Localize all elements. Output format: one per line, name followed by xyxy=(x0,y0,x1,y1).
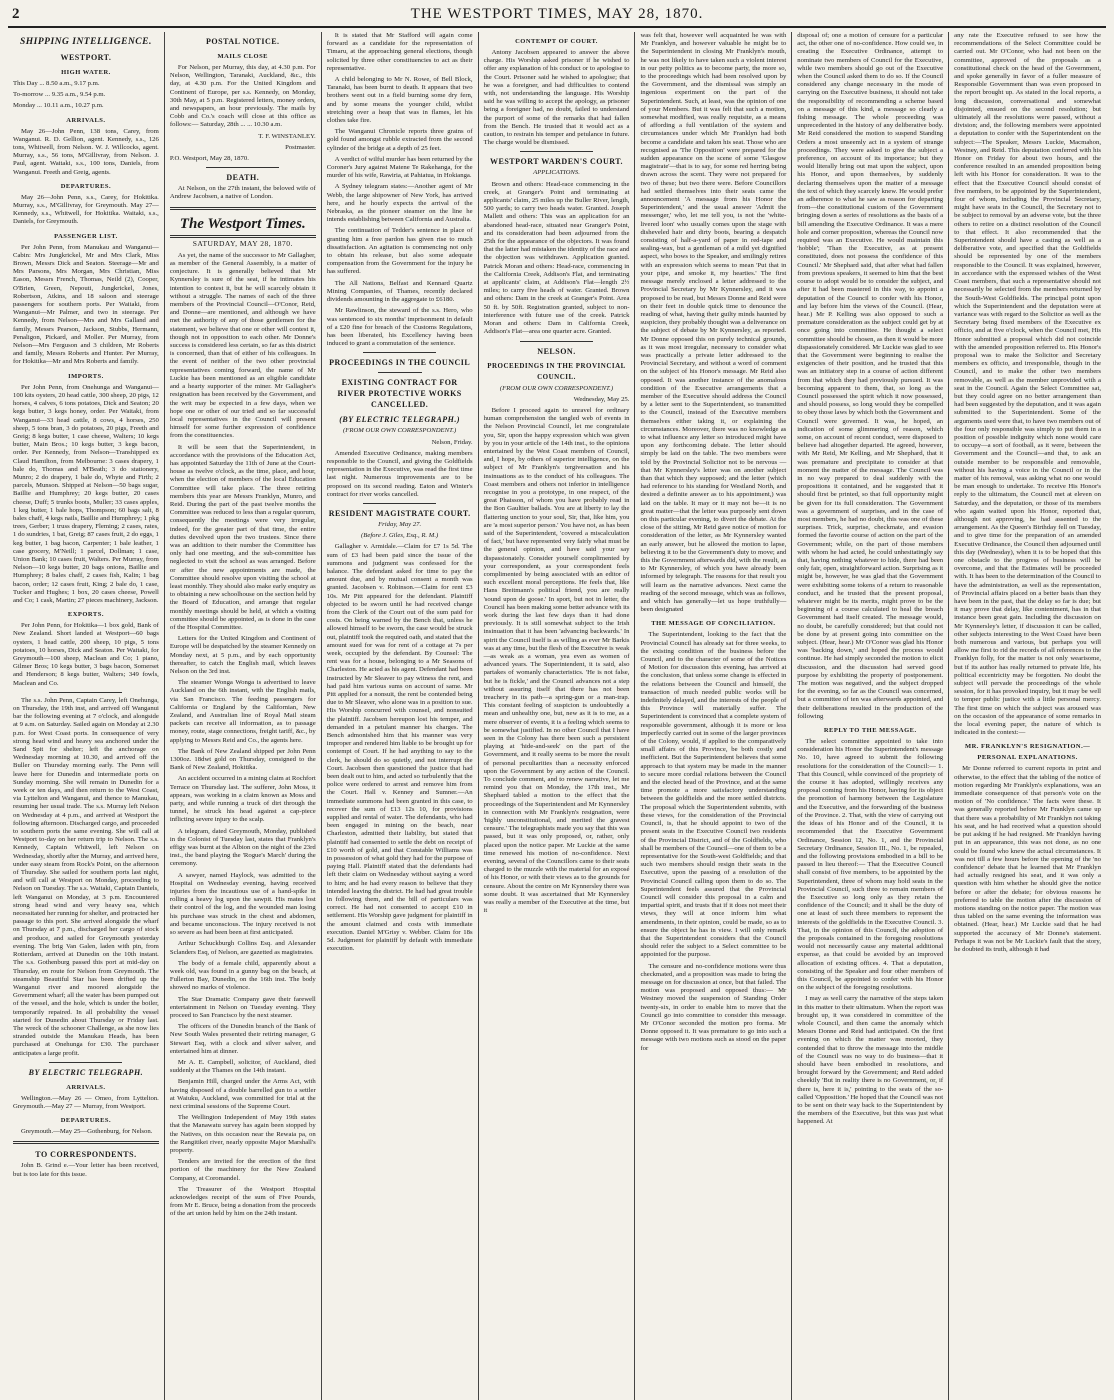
editorial-paragraph: The body of a female child, apparently about a week old, was found in a gunny bag on the beach, at Fullerton Bay, Dunedin, on the 16th inst. The body showed no marks of violence. xyxy=(169,959,316,992)
arrivals-text: May 26—John Penn, 138 tons, Carey, from Wanganui. R. D. Gellion, agent. Kennedy, s.s., 126 tons, Whitwell, from Nelson. W. J. Willcocks, agent. Murray, s.s., 56 tons, M'Gillivray, from Nelson. J. Paul, agent. Waitaki, s.s., 100 tons, Daniels, from Wanganui. Freeth and Greig, agents. xyxy=(13,127,159,176)
tel-departures-heading: DEPARTURES. xyxy=(60,1117,112,1125)
editorial-paragraph: The Bank of New Zealand shipped per John Penn 1300oz. 18dwt gold on Thursday, consigned to the Bank of New Zealand, Hokitika. xyxy=(169,747,316,772)
departures-text: May 26—John Penn, s.s., Carey, for Hokitika. Murray, s.s., M'Gillivray, for Greymouth. May 27—Kennedy, s.s., Whitwell, for Hokitika. Waitaki, s.s., Daniels, for Greymouth. xyxy=(13,193,159,226)
divider xyxy=(49,1062,122,1063)
telegraph-byline: (BY ELECTRIC TELEGRAPH.) xyxy=(339,415,461,425)
editorial-paragraph: The steamer Wonga Wonga is advertised to leave Auckland on the 6th instant, with the English mails, via San Francisco. The feeding passengers for California or England by the Californian, New Zealand, and Australian line of Royal Mail steam packets can receive all information, as to passage money, route, stage connections, freight tariff, &c., by applying to Messrs Reid and Co., the agents here. xyxy=(169,679,316,744)
postmaster-name: T. F. WINSTANLEY. xyxy=(258,132,316,140)
tel-arrivals-text: Wellington.—May 26 — Omeo, from Lyttelton. Greymouth.—May 27 — Murray, from Westport. xyxy=(13,1094,159,1110)
court-heading: RESIDENT MAGISTRATE COURT. xyxy=(328,508,471,518)
paper-title: The Westport Times. xyxy=(179,215,306,232)
nelson-date: Wednesday, May 25. xyxy=(573,395,630,403)
column-5 xyxy=(635,32,792,1400)
divider xyxy=(206,167,279,168)
contempt-heading: CONTEMPT OF COURT. xyxy=(515,38,598,45)
newspaper-title: THE WESTPORT TIMES, MAY 28, 1870. xyxy=(410,6,704,22)
court-date: Friday, May 27. xyxy=(378,520,422,528)
post-office-date: P.O. Westport, May 28, 1870. xyxy=(169,155,249,163)
editorial-paragraph: Tenders are invited for the erection of the first portion of the machinery for the New Zealand Company, at Coromandel. xyxy=(169,1158,316,1182)
article-text: was felt that, however well acquainted he was with Mr Franklyn, and however valuable he might be to the Superintendent in closing Mr Franklyn's mouth, he was not likely to have taken such a violent interest in our petty politics as to become party, the more so, to the proceedings which had been resolved upon by the Government, and the dismissal was simply an ingenious experiment on the part of the Superintendent. Such, at least, was the opinion of one of your Members. But it was felt that such a motion, somewhat modified, was really requisite, as a means of affording a full ventilation of the system and circumstances under which Mr Franklyn had both become a candidate and taken his seat. Those who are recognised as 'The Opposition' were prepared for the sudden appearance on the scene of some 'Glasgow magistrate'—that is to say, for some red herring being drawn across the scent. They were not prepared for two of these; but two there were. Before Councillors had settled themselves into their seats came the announcement 'A message from his Honor the Superintendent,' and the usual answer 'Admit the messenger,' who, let me tell you, is not the 'white-livered loon' who usually comes upon the stage with disheveled hair and dirty boots, bearing a despatch consisting of half-a-yard of paper in red-tape and sealing-wax, but a gentleman of a mild yet dignified aspect, who bows to the Speaker, and smilingly retires with an expression which seems to mean 'Put that in your pipe, and smoke it, my hearties.' The first message merely enclosed a letter addressed to the Provincial Secretary by Mr Kynnersley, and it was proposed to be read, but Messrs Donne and Reid were on their feet in double quick time to denounce the reading of what, having their guilty minds haunted by suspicion, they probably thought was a deliverance on the subject of debate by Mr Kynnersley, as reported. Mr Donne opposed this on purely technical grounds, as it was most irregular, necessary to consider what was practically a private letter addressed to the Provincial Secretary, and without a word of comment on the subject of his Honor's message. Mr Reid also opposed. It was another instance of the anomalous condition of the Executive arrangements that a member of the Executive should address the Council by a letter sent to the Superintendent, so transmitted to the Council, instead of the Executive members themselves either taking it, or explaining the circumstances. Moreover, there was no knowledge as to what influence any letter so introduced might have upon any forthcoming debate. The letter should simply be laid on the table. The two members were told by the Provincial Solicitor not to be nervous —that Mr Kynnersley's letter was on another subject than that which they supposed; and the letter (which had reference to his standing for Westland North, and desired a definite answer as to his appointment,) was laid on the table. It may or it may not be—it is no great matter—that the letter was purposely sent down on this particular evening, to divert the debate. At the close of the sitting, Mr Reid gave notice of motion for consideration of the letter, as Mr Kynnersley wanted an early answer, but he allowed the motion to lapse, believing it to be the Government's duty to move; and this the Government afterwards did, with the result, as to Mr Kynnersley, of which you have already been informed by telegraph. The reasons for that result you will learn as the narrative advances. Next came the reading of the second message, which was as follows, and which has generally—let us hope truthfully—been designated xyxy=(640,32,787,614)
divider xyxy=(170,235,316,238)
editorial-paragraph: Letters for the United Kingdom and Continent of Europe will be despatched by the steamer Kennedy on Monday next, at 5 p.m., and by each opportunity thereafter, to catch the English mail, which leaves Nelson on the 3rd inst. xyxy=(169,635,316,675)
imports-heading: IMPORTS. xyxy=(68,372,104,380)
column-4 xyxy=(479,32,636,1400)
editorial-paragraph: A sawyer, named Haylock, was admitted to the Hospital on Wednesday evening, having received injuries from the incautious use of a hand-spike in rolling a heavy log upon the sawpit. His mates lost their control of the log, and the wounded man losing his purchase was struck in the chest and abdomen, and became unconscious. The injury received is not so severe as had been been at first anticipated. xyxy=(169,871,316,937)
column-3 xyxy=(322,32,479,1400)
divider xyxy=(363,503,436,504)
editorial-paragraph: A child belonging to Mr N. Rowe, of Bell Block, Taranaki, has been burnt to death. It appears that two brothers went out in a field burning some dry fern, and by some means the younger child, whilst stretching over a heap that was in flames, let his clothes take fire. xyxy=(326,76,473,125)
nelson-byline: (FROM OUR OWN CORRESPONDENT.) xyxy=(499,384,614,392)
franklyn-heading: MR. FRANKLYN'S RESIGNATION.—PERSONAL EXPLANATIONS. xyxy=(964,743,1091,762)
divider xyxy=(378,372,422,373)
editorial-paragraph: The Treasurer of the Westport Hospital acknowledges receipt of the sum of Five Pounds, from Mr E. Bruce, being a donation from the proceeds of the art union held by him on the 24th instant. xyxy=(169,1185,316,1218)
article-text: disposal of; one a motion of censure for a particular act, the other one of no-confidence. How could we, in creating the Executive Ordinance, attempt to nominate two members of Council for the Executive, while two members should go out of the Executive when the Council asked them to do so. If the Council considered any change necessary in the mode of carrying on the Executive business, it should not take the responsibility of recommending a scheme based on a message of this kind, a message so clearly a fishing message. The whole proceeding was unprecedented in the history of any deliberative body. Mr Reid considered the motion to suspend Standing Orders a most unseemly act in a system of strange proceedings. They were asked to give the subject a preference, on account of its importance; but they would literally bring out mat upon the subject, upon his Honor, and upon themselves, by suddenly declaring themselves upon the matter of a message the text of which they scarcely knew. He would prefer an adherence to what he saw as reason for departing from—the constitutional custom of the Government bringing down a series of resolutions as the basis of a bill amending the Executive Ordinance. It was a mere hole and corner proposition, whereas the Council now required was an Executive. He would maintain this 'hobble'; 'Than the Executive, as at present constituted, does not possess the confidence of this Council.' Mr Shephard said, that after what had fallen from previous speakers, it seemed to him that the best course to adopt would be to consider the subject, and after it had been mastered in this way, to appoint a deputation of the Council to confer with his Honor, and lay before him the views of the Council. (Hear, hear.) Mr P. Kelling was also opposed to such a premature consideration as the subject could get by at once going into committee. He thought a select committee should be chosen, as then it would be more dispassionately considered. Mr Luckie was glad to see that the Government were beginning to realise the exigencies of their position, and he trusted that this was an initiatory step in a course of action different from that which they had previously pursued. It was becoming apparent to them, that, so long as the Council possessed the spirit which it now possessed, and should possess, so long would they be compelled to obey those laws by which both the Government and Council were governed. It was, he hoped, an indication of some glimmering of reason, which some, on account of recent conduct, were disposed to believe had altogether departed. He agreed, however, with Mr Reid, Mr Kelling, and Mr Shephard, that it was premature and precipitate to consider at that moment the matter of the message. The Council was in no way prepared to deal suddenly with the propositions it contained, and he suggested that it should first be printed, so that full opportunity might be given for its full consideration. The Government was a government of surprises, and in the case of most members, he had no doubt, this was one of these surprises. Trick, surprise, checkmate, and evasion formed the favorite course of action on the part of the Government; while, on the part of those members with whom he had acted, he could unhesitatingly say that, having nothing whatever to hide, there had been only fair, open, straightforward action. Surprising as it might be, however, he was glad that the Government were exhibiting some tokens of a return to reasonable conduct, and he trusted that the present proposal, whatever might be its merits, might prove to be the beginning of a course calculated to heal the breach Government had itself created. The message would, no doubt, be carefully considered; but that could not be done by at present going into committee on the subject. (Hear, hear.) Mr O'Conor was glad his Honor was 'backing down,' and hoped the process would continue. He had simply seconded the motion to elicit discussion, and the discussion had served good purpose by exhibiting the property of postponement. The motion was negatived, and the subject dropped for the evening, so far as the Council was concerned, but a committee of ten was afterwards appointed, and their deliberations resulted in the production of the following xyxy=(797,32,944,720)
editorial-paragraph: An accident occurred in a mining claim at Rochfort Terrace on Thursday last. The sufferer, John Moss, it appears, was working in a claim known as Moss and party, and while running a truck of dirt through the tunnel, he struck his head against a cap-piece inflicting severe injury to the scalp. xyxy=(169,775,316,824)
nelson-heading: NELSON. xyxy=(537,346,576,356)
message-heading: THE MESSAGE OF CONCILIATION. xyxy=(651,620,776,628)
council-title: EXISTING CONTRACT FOR RIVER PROTECTIVE WORKS CANCELLED. xyxy=(337,378,462,410)
court-text: Gallagher v. Armidale.—Claim for £7 1s 5d. The sum of £3 had been paid since the issue of the summons and judgment was confessed for the balance. The defendant asked for time to pay the amount due, and by mutual consent a month was granted. Jacobsen v. Robinson.—Claim for rent £3 10s. Mr Pitt appeared for the defendant. Plaintiff objected to be sworn until he had received change from the Clerk of the Court out of the sum paid for costs. On being warned by the Bench that, unless he allowed himself to be sworn, the case would be struck out, plaintiff took the required oath, and stated that the amount sued for was for rent of a cottage at 7s per week, occupied by the defendant. By Counsel: The rent was for a house, belonging to a Mr Seasons of Charleston. He acted as his agent. Defendant had been instructed by Mr Sleaver to pay witness the rent, and had paid him various sums on account of same. Mr Pitt applied for a nonsuit, the rent be contended being due to Mr Sleaver, who alone was in a position to sue. His Worship concurred with counsel, and nonsuited the plaintiff. Jacobsen hereupon lost his temper, and demanded in a petulant manner his charges. The Bench admonished him that his manner was very improper and rendered him liable to be brought up for contempt of Court. If he had anything to say to the clerk, he should do so quietly, and not interrupt the Court. Jacobsen then questioned the justice that had been dealt out to him, and acted so turbulently that the police were ordered to arrest and remove him from the Court. Hall v. Kenney and Sumner.—An immediate summons had been granted in this case, to recover the sum of £13 12s 10, for provisions supplied and rental of water. The defendants, who had been engaged in mining on the beach, near Charleston, admitted their liability, but stated that plaintiff had consented to settle the debt on receipt of £10 worth of gold, and that Constable Williams was in possession of what gold they had for the purpose of paying Hall. Plaintiff stated that the defendants had left their claim on Wednesday without saying a word to him; and he had every reason to believe that they intended leaving the district. He had had great trouble in following them, and the bill of particulars was correct. He had not consented to accept £10 in settlement. His Worship gave judgment for plaintiff in the amount claimed and costs with immediate execution. Daniel M'Grisy v. Webber. Claim for 18s 5d. Judgment for plaintiff by default with immediate execution. xyxy=(326,543,473,953)
article-text: any rate the Executive refused to see how the recommendations of the Select Committee could be carried out. Mr O'Conor, who had not been on the committee, approved of the proposals as a constitutional check on the head of the Government, and spoke generally in favor of a fuller measure of Responsible Government than was even proposed in the report brought up. As stated in the local reports, a long discussion, conversational and somewhat disjointed, ensued on the second resolution; but ultimately all the resolutions were passed, without a division; and, the following members were appointed a deputation to confer with the Superintendent on the subject:—The Speaker, Messrs Luckie, Macmahon, Westney, and Reid. This deputation conferred with his Honor on Friday for about two hours, and the conference resulted in an amended proposition being left with his Honor for consideration. It was to the effect that the Executive Council should consist of five members, to be appointed by the Superintendent, four of whom, including the Provincial Secretary, might have seats in the Council, the Secretary not to be subject to removal by an adverse vote, but the three others to retire on a distinct resolution of the Council to that effect. It also recommended that the Superintendent should have a casting as well as a deliberative vote, and specified that the Goldfields should be represented by one of the members responsible to the Council. It was explained, however, in accordance with the expressed wishes of the West Coast members, that such a representative should not necessarily be selected from the members returned by the South-West Goldfields. The principal point upon which the Superintendent and the deputation were at variance was with regard to the Solicitor as well as the Secretary being fixed members of the Executive ex officio, and at five o'clock, when the Council met, His Honor submitted a proposal which did not coincide with the amended proposition referred to. His Honor's proposal was to make the Solicitor and Secretary members ex officio, and irresponsible, though in the Council, and to make the other two members removable, as well as the member unprovided with a seat in the Council. Again the Select Committee sat, but they could agree on no better arrangement than had been suggested by the deputation, and it was again submitted to the Superintendent. Some of the arguments used were that, to have two members out of the four only responsible was simply to put them in a position of possible indignity which none would care to occupy—a sort of football, as it were, between the Government and the Council—and that, to ask an outside member to be responsible and removable, without his having a voice in the Council or in the matter of his removal, was asking what no one would be man enough to undertake. To receive His Honor's reply to the ultimatum, the Council met at eleven on Saturday, and the deputation, or those of its members who again waited upon his Honor, reported that, although not approving, he had assented to the arrangement. As the Queen's Birthday fell on Tuesday, and to give time for the preparation of an amended Executive Ordinance, the Council then adjourned until this day (Wednesday), when it is to be hoped that this one obstacle to the progress of business will be overcome, and that the Estimates will be proceeded with. It has been to the determination of the Council to have the administration, as well as the representation, of Provincial affairs placed on a better basis than they have been in the past, that the delay so far is due; but it may prove that delay, like contentment, has in that instance been great gain. Including the discussion on Mr Kynnersley's letter, if discussion it can be called, other subjects interesting to the West Coast have been both numerous and various, but perhaps you will allow me first to rid the records of all references to the Franklyn folly, for the matter is not only wearisome, but if its author has really returned to private life, his political eccentricity may be forgotten. No doubt the subject will pervade the proceedings of the whole session, for it has provoked inquiry, but it may be well to temper public justice with a little personal mercy. The first time on which the subject was aroused was on the occasion of the appearance of some remarks in the local evening paper, the nature of which is indicated in the context:— xyxy=(954,32,1101,737)
divider xyxy=(170,207,316,210)
correspondent-line: (FROM OUR OWN CORRESPONDENT.) xyxy=(343,427,457,435)
tel-arrivals-heading: ARRIVALS. xyxy=(66,1083,106,1091)
column-2 xyxy=(165,32,322,1400)
passengers-text: Per John Penn, from Manukau and Wanganui—Cabin: Mrs Jungkrickel, Mr and Mrs Clark, Miss Brown, Messrs Dick and Seaton. Steerage—Mr and Mrs Parsons, Mrs Morgan, Mrs Christian, Miss Eason, Messrs French, Thomas, Neild (2), Cooper, O'Brien, Green, Nepouti, Jungkrickel, Jones, Robertson, Atkins, and 18 saloon and steerage passengers for southern ports. Per Waitaki, from Wanganui—Mr Palmer, and two in steerage. Per Kennedy, from Nelson—Mrs and Mrs Galland and family, Messrs Pearson, Jackson, Stubbs, Hermann, Penaligon, Pickard, and Moller. Per Murray, from Nelson—Mrs Ferguson and 3 children, Mr Roberts and family, Messrs Roberts and Hunter. Per Murray, for Hokitika—Mr and Mrs Roberts and family. xyxy=(13,243,159,366)
postmaster-title: Postmaster. xyxy=(285,143,316,151)
editorial-paragraph: Mr Rawlinson, the steward of the s.s. Hero, who was sentenced to six months' imprisonment in default of a £20 fine for breach of the Customs Regulations, has been liberated, his Excellency having been induced to grant a commutation of the sentence. xyxy=(326,307,473,348)
exports-text: Per John Penn, for Hokitika—1 box gold, Bank of New Zealand. Short landed at Westport—60 bags oysters, 1 head cattle, 200 sheep, 10 pigs, 5 tons potatoes, 10 horses, Dick and Seaton. Per Waitaki, for Greymouth—100 sheep, Maclean and Co; 1 piano, Gilmer Bros; 10 kegs butter, 3 bags bacon, Somerset and Henderson; 8 kegs butter, Walters; 349 fowls, Maclean and Co. xyxy=(13,622,159,687)
franklyn-text: Mr Donne referred to current reports in print and otherwise, to the effect that the tabling of the notice of motion regarding Mr Franklyn's explanations, was an immediate consequence of that person's vote on the motion of 'No confidence.' The facts were these. It was generally reported before Mr Franklyn came up that there was a probability of Mr Franklyn not taking his seat, and he had received what a question should be put asking if he had resigned. Mr Franklyn having put in an appearance, this was not done, as no one could be found who knew the actual circumstances. It was not till a few hours before the opening of the 'no confidence' debate that he learned that Mr Franklyn had actually resigned his seat, and it was only a question with him whether he should give the notice before or after the debate; for obvious reasons he preferred to table the motion after the discussion of motions standing on the notice paper. The motion was thus tabled on the same evening the information was obtained. (Hear, hear.) Mr Luckie said that he had supported the accuracy of Mr Donne's statement. Perhaps it was not be Mr Luckie's fault that the story, he doubted its truth, although it had xyxy=(954,765,1101,953)
paper-date: SATURDAY, MAY 28, 1870. xyxy=(192,238,293,248)
shipping-news: The s.s. John Penn, Captain Carey, left Onehunga, on Thursday, the 19th inst, and arrived off Wanganui bar the following evening at 7 o'clock, and alongside at 9 a.m. on Saturday. Sailed again on Monday at 2.30 p.m. for West Coast ports. In consequence of very strong head wind and heavy sea anchored under the Sand Spit for shelter; left the anchorage on Wednesday morning at 10.30, and arrived off the Buller on Thursday morning early. The Penn will leave here for Dunedin and intermediate ports on Sunday morning. She will remain in Dunedin for a week or ten days, and then return to the West Coast, via Lyttelton and Wanganui, and thence to Manukau, resuming her usual trade. The s.s. Murray left Nelson on Wednesday at 4 p.m., and arrived at Westport the following afternoon. Discharged cargo, and proceeded to southern ports the same evening. She will call at Westport to-day on her return trip to Nelson. The s.s. Kennedy, Captain Whitwell, left Nelson on Wednesday, shortly after the Murray, and arrived here, under easy steam from Rock's Point, on the afternoon of Thursday. She sailed for southern ports last night, and will call at Westport on Monday, proceeding to Nelson on Tuesday. The s.s. Waitaki, Captain Daniels, left Wanganui on Monday, at 3 p.m. Encountered strong head wind and very heavy sea, which necessitated her running for shelter, and protracted her passage to this port. She arrived alongside the wharf on Thursday at 7 p.m., discharged her cargo of stock and produce, and sailed for Greymouth yesterday evening. The brig Van Galen, laden with pin, from Rotterdam, arrived at Dunedin on the 10th instant. The s.s. Gothenburg passed this port at mid-day on Thursday, en route for Nelson from Greymouth. The steamship Beautiful Star has been drifted up the Wanganui river and moored alongside the Government wharf; all the water has been pumped out of the vessel, and the hole, which is under the boiler, temporarily repaired. In all probability the vessel started for Dunedin about Thursday or Friday last. The wreck of the schooner Challenge, as she now lies stranded outside the Manukau Heads, has been purchased at Onehunga for £30. The purchaser anticipates a large profit. xyxy=(13,696,159,1057)
editorial-paragraph: A verdict of wilful murder has been returned by the Coroner's Jury against Matene Te Rakehanga, for the murder of his wife, Rawiria, at Pahiatua, in Hokianga. xyxy=(326,155,473,180)
article-text: The censure and no-confidence motions were thus checkmated, and a proposition was made to bring the message on for discussion at once, but that failed. The motion was proposed and opposed thus:— Mr Westney moved the suspension of Standing Order twenty-six, in order to enable him to move that the Council go into committee to consider this message. Mr O'Conor seconded the motion pro forma. Mr Donne opposed it. It was premature to go into such a message with two motions such as stood on the paper for xyxy=(640,962,787,1052)
council-text: Amended Executive Ordinance, making members responsible to the Council, and giving the Goldfields representation in the Executive, was read the first time last night. Numerous improvements are to be proposed on its second reading. Eaton and Winter's contract for river works cancelled. xyxy=(326,449,473,498)
divider xyxy=(13,1141,159,1144)
editorial-paragraph: The All Nations, Belfast and Kennard Quartz Mining Companies, of Thames, recently declared dividends amounting in the aggregate to £6180. xyxy=(326,279,473,304)
column-7 xyxy=(949,32,1106,1400)
article-text: I may as well carry the narrative of the steps taken in this matter to their ultimatum. When the report was brought up, it was considered in committee of the whole Council, and then came the anomaly which Messrs Donne and Reid had anticipated. On the first evening on which the matter was mooted, they contended that to throw the message into the middle of the Council was no way to do business—that it should have been embodied in resolutions, and brought forward by the Government; and Reid added cheekily 'But in reality there is no Government, or, if there is, here it is,' pointing to the seats of the so-called 'Opposition.' He hoped that the Council was not to be sent on their way back to the Superintendent by the members of the Executive, but this was just what happened. At xyxy=(797,995,944,1126)
departures-heading: DEPARTURES. xyxy=(60,182,112,190)
correspondents-text: John B. Grind e.—Your letter has been received, but is too late for this issue. xyxy=(13,1162,159,1178)
page-number: 2 xyxy=(12,6,21,22)
postal-heading: POSTAL NOTICE. xyxy=(206,37,280,46)
nelson-text: Before I proceed again to unravel for ordinary human comprehension the tangled web of events in the Nelson Provincial Council, let me congratulate you, Sir, upon the happy expression which was given by you in your article of the 14th inst., to the opinions entertained by the West Coast members of Council, and, I hope, by others of superior intelligence, on the subject of Mr Franklyn's tergiversation and his insinuations as to the conduct of his colleagues. The Coast members and others not inferior in intelligence recognise in you a prototype, in one respect, of the great Phaisson, of whom you have probably read in the Bon Gaultier ballads. You are at liberty to lay the flattering unction to your soul, Sir, that, like him, you are 'a most superior person.' You have not, as has been said of the Superintendent, 'covered a miscalculation of fact,' but have represented very fairly what must be the general opinion, and have said your say dispassionately. Consider yourself complimented by your correspondent, as your correspondent feels complimented by being associated with an editor of such excellent moral perceptions. He feels that, like Hans Breitmann's political friend, you are really 'sound upon de goose.' In sport, but not in letter, the Council has been making some better advance with its work during the last few days than it had done previously. It is still somewhat subject to the Irish insinuation that it has been 'advancing backwards.' In spirit the Council itself is as willing as ever Mr Barkis was at any time, but the flesh of the Executive is weak—as weak as a woman, yea even as women of advanced years. The Superintendent, it is said, also partakes of womanly characteristics. 'He is not false, but he is fickle,' and the Council advances not a step without assuring itself that there has not been treachery in its path—a spring-gun or a man-trap. This constant feeling of suspicion is undoubtedly a mean and unhealthy one, but, new as it is to me, as a mere observer of events, it is a feeling which seems to be somewhat justified. In no other Council that I have seen in the Colony has there been such a persistent playing at 'hide-and-seek' on the part of the Government, and it really seems to be more the result of personal peculiarities than a necessity enforced upon the Government by any action of the Council. To conclude comment, and to renew narrative, let me remind you that on Monday, the 17th inst., Mr Shephard tabled a motion to the effect that the proceedings of the Superintendent and Mr Kynnersley in connection with Mr Franklyn's resignation, were 'highly unconstitutional, and merited the gravest censure.' The telegraphists made you say that this was passed, but it was only proposed, or, rather, only placed upon the notice paper. Mr Luckie at the same time renewed his motion of no-confidence. Next evening, several of the Councillors came to their seats charged to the muzzle with the material for an exposé of his Honor, or with their views as to the grounds for censure. About the centre on Mr Kynnersley there was some doubt. It was ascertained that Mr Kynnersley was really a member of the Executive at the time, but it xyxy=(483,406,630,915)
telegraph-heading: BY ELECTRIC TELEGRAPH. xyxy=(28,1067,144,1077)
editorial-paragraph: The Star Dramatic Company gave their farewell entertainment in Nelson on Tuesday evening. They proceed to San Francisco by the next steamer. xyxy=(169,995,316,1019)
imports-text: Per John Penn, from Onehunga and Wanganui—100 kits oysters, 20 head cattle, 300 sheep, 20 pigs, 12 horses, 4 calves, 6 tons potatoes, Dick and Seaton; 20 kegs butter, 3 kegs honey, order. Per Waitaki, from Wanganui—33 head cattle, 8 cows, 4 horses, 250 sheep, 5 tons bran, 3 do potatoes, 20 pigs, Freeth and Greig; 8 kegs butter, 1 case cheese, Walters; 10 kegs butter, Main Bros.; 10 kegs butter, 3 kegs bacon, order. Per Kennedy, from Nelson—Transhipped ex Claud Hamilton, from Melbourne: 3 cases drapery, 1 bale do, Thomas and M'Beath; 3 do stationery, Munro; 2 do drapery, 1 bale do, Whyte and Firth; 2 parcels, Munson. Shipped at Nelson—50 bags sugar, Baillie and Humphrey; 20 kegs butter, 20 cases cheese, Duff; 5 trunks boots, Muller; 33 cases apples, 1 keg butter, 1 bale hops, Thompson; 60 bags salt, 8 bales chaff, 4 kegs nails, Baillie and Humphrey; 1 pkg trees, Gerber; 1 truss drapery, Fleming; 2 cases, rates, 1 do sundries, 1 bat, Greig; 87 cases fruit, 2 do eggs, 1 keg butter, 1 bag bacon, Carpenter; 1 bale leather, 1 case grocery, M'Neill; 1 parcel, Dollman; 1 case, Union Bank; 10 cases fruit, Walters. Per Murray, from Nelson—10 kegs butter, 20 bags onions, Baillie and Humphrey; 8 bales chaff, 2 cases fish, Kalin; 1 bag bacon, order; 12 cases fruit, King; 2 bale do, 1 case, Tucker and Hughes; 1 box, 20 cases cheese, Powell and Co; 1 cask, Martin; 27 pieces machinery, Jackson. xyxy=(13,383,159,604)
contempt-text: Antony Jacobsen appeared to answer the above charge. His Worship asked prisoner if he wished to offer any explanation of his conduct or to apologise to the Court. Prisoner said he wished to apologise; that he was a foreigner, and had difficulties to contend with, not understanding the language. His Worship said he was willing to accept the apology, as prisoner being a foreigner had, no doubt, failed to understand the purport of some of the remarks that had fallen from the Bench. He trusted that it would act as a caution, to restrain his temper and petulance in future. The charge would be dismissed. xyxy=(483,49,630,147)
death-heading: DEATH. xyxy=(226,173,260,183)
warden-sub: APPLICATIONS. xyxy=(533,169,580,177)
editorial-paragraph: Benjamin Hill, charged under the Arms Act, with having disposed of a double barrelled gun to a settler at Waiuku, Auckland, was committed for trial at the next criminal sessions of the Supreme Court. xyxy=(169,1078,316,1110)
shipping-heading: SHIPPING INTELLIGENCE. xyxy=(19,37,152,47)
masthead xyxy=(8,6,1106,28)
correspondents-heading: TO CORRESPONDENTS. xyxy=(35,1150,137,1160)
warden-heading: WESTPORT WARDEN'S COURT. xyxy=(489,157,624,167)
exports-heading: EXPORTS. xyxy=(67,611,104,619)
divider xyxy=(49,692,122,693)
editorial-paragraph: A telegram, dated Greymouth, Monday, published in the Colonist of Tuesday last, states that Franklyn's effigy was burnt at the Albion on the night of the 23rd inst., the band playing the 'Rogue's March' during the ceremony. xyxy=(169,827,316,868)
tide-line: This Day ... 8.50 a.m., 9.17 p.m. xyxy=(13,80,100,87)
column-6 xyxy=(792,32,949,1400)
port-heading: WESTPORT. xyxy=(60,53,112,62)
editorial-paragraph: The officers of the Dunedin branch of the Bank of New South Wales presented their retiring manager, G Stewart Esq, with a clock and silver salver, and entertained him at dinner. xyxy=(169,1023,316,1055)
divider xyxy=(520,341,593,342)
message-text: The Superintendent, looking to the fact that the Provincial Council has already sat for three weeks, to the existing condition of the business before the Council, and to the character of some of the Notices of Motion for discussion this evening, has arrived at the conclusion, that unless some change is effected in the relations between the Council and himself, the transaction of much needed public works will be indefinitely delayed, and the interests of the people of this Province will materially suffer. The Superintendent is convinced that a complete system of responsible government, although it is more or less imperfectly carried out in some of the larger provinces of the Colony, would, if applied to the comparatively small affairs of this Province, be both costly and inefficient. But the Superintendent believes that some approach to that system may be made in the manner to secure more cordial relations between the Council and the elected head of the Province, and at the same time promote a more satisfactory understanding between the goldfields and the more settled districts. The proposal which the Superintendent submits, with these views, for the consideration of the Provincial Council, is, that he should appoint to two of the present seats in the Executive Council two residents of the Provincial District, and of the Goldfields, who shall be members of the Council—one of them to be a representative for the South-west Goldfields; and that such two members should resign their seats in the Executive, upon the passing of a resolution of the Provincial Council calling upon them to do so. The Superintendent feels assured that the Provincial Council will consider this proposal in a calm and impartial spirit, and trusts that if it does not meet their views, they will at once inform him what amendments, in their opinion, could be made, so as to ensure the object he has in view. I will only remark that the Superintendent considers that the Council should refer the subject to a Select committee to be appointed for the purpose. xyxy=(640,631,787,959)
court-judge: (Before J. Giles, Esq., R. M.) xyxy=(361,532,439,540)
passengers-heading: PASSENGER LIST. xyxy=(54,232,118,240)
council-heading: PROCEEDINGS IN THE COUNCIL xyxy=(329,358,471,368)
editorial-paragraph: A Sydney telegram states:—Another agent of Mr Webb, the large shipowner of New York, has arrived here, and he hourly expects the arrival of the Nebraska, as the pioneer steamer on the line he intends establishing between California and Australia. xyxy=(326,183,473,224)
mails-heading: MAILS CLOSE xyxy=(217,53,269,60)
column-1 xyxy=(8,32,165,1400)
reply-text: The select committee appointed to take into consideration his Honor the Superintendent's message No. 10, have agreed to submit the following resolutions for the consideration of the Council:— 1. That this Council, while convinced of the propriety of the course it has adopted, willingly receives any proposal coming from his Honor, having for its object the promotion of harmony between the Legislature and the Executive, and the forwarding of the business of the Province. 2. That, with the view of carrying out the ideas of his Honor and of the Council, it is recommended that the Executive Government Ordinance, Session 12, No. 1, and the Provincial Secretary Ordinance, Session III., No. 1, be repealed, and the following provisions embodied in a bill to be passed in lieu thereof:— That the Executive Council shall consist of five members, to be appointed by the Superintendent, three of whom may hold seats in the Provincial Council, such three to remain members of the Executive so long only as they retain the confidence of the Council; and it shall be the duty of one at least of such three members to represent the interests of the goldfields in the Executive Council. 3. That, in the opinion of this Council, the adoption of the proposals contained in the foregoing resolutions would not necessarily cause any material additional expense, as that could be avoided by an improved allocation of existing offices. 4. That a deputation, consisting of the Speaker and four other members of this Council, be appointed to confer with his Honor on the subject of the foregoing resolutions. xyxy=(797,738,944,992)
editorial-paragraph: As yet, the name of the successor to Mr Gallagher, as member of the General Assembly, is a matter of conjecture. It is generally believed that Mr Kynnersley is sure of the seat, if he intimates his intention to contest it, but he will scarcely obtain it without a struggle. The names of each of the three members of the Provincial Council—O'Conor, Reid, and Donne—are mentioned, and although we have met the authority of any of those gentlemen for the statement, we believe that one or other will contest it, though not in opposition to each other. Mr Donne's success is considered less certain, so far as this district is concerned, than that of either of his colleagues. In the event of neither of the two other provincial representatives coming forward, the name of Mr Luckie has been mentioned as an eligible candidate and a hearty supporter of the miner. Mr Gallagher's resignation has been received by the Government, and the writ may be expected in a few days, when we hope one or other of our tried and so far successful local representatives in the Council will present himself for some further expression of confidence from the constituencies. xyxy=(169,251,316,440)
editorial-paragraph: The Wanganui Chronicle reports three grains of gold found amongst rubble extracted from the second cylinder of the bridge at a depth of 25 feet. xyxy=(326,128,473,152)
warden-text: Brown and others: Head-race commencing in the creek, at Granger's Point and terminating at applicants' claim, 25 miles up the Buller River, length, 500 yards; to carry two heads water. Granted. Joseph Mallett and others: This was an application for an abandoned head-race, situated near Granger's Point, and its consideration had been adjourned from the 25th for the appearance of the objectors. It was found that the latter had mistaken the identity of the race and the objection was withdrawn. Application granted. Patrick Moran and others: Head-race, commencing in the California Creek, Addison's Flat, and terminating at applicants' claim, at Addison's Flat—length 2½ miles; to carry five heads of water. Granted. Brown and others: Dam in the creek at Granger's Point. Area 50 ft. by 50ft. Registration granted, subject to non-interference with future use of the creek. Patrick Moran and others: Dam in California Creek, Addison's Flat—area one quarter acre. Granted. xyxy=(483,180,630,336)
editorial-paragraph: Mr A. E. Campbell, solicitor, of Auckland, died suddenly at the Thames on the 14th instant. xyxy=(169,1058,316,1075)
reply-heading: REPLY TO THE MESSAGE. xyxy=(823,727,917,735)
mails-text: For Nelson, per Murray, this day, at 4.30 p.m. For Nelson, Wellington, Taranaki, Auckland, &c., this day, at 4.30 p.m. For the United Kingdom and Continent of Europe, per s.s. Kennedy, on Monday, 30th May, at 5 p.m. Registered letters, money orders, and newspapers, an hour previously. The mails by Cobb and Co.'s coach will close at this office as follows:— Saturday, 28th ... ... 10.30 a.m. xyxy=(169,64,316,129)
tel-departures-text: Greymouth.—May 25—Gothenburg, for Nelson. xyxy=(21,1128,153,1136)
editorial-paragraph: The continuation of Tedder's sentence in place of granting him a free pardon has given rise to much dissatisfaction. An agitation is commencing not only to obtain his release, but also some adequate compensation from the Government for the injury he has suffered. xyxy=(326,227,473,276)
tide-line: To-morrow ... 9.35 a.m., 9.54 p.m. xyxy=(13,91,106,99)
divider xyxy=(363,352,436,353)
council-place: Nelson, Friday. xyxy=(431,438,473,446)
editorial-paragraph: Arthur Schuckburgh Collins Esq. and Alexander Sclanders Esq, of Nelson, are gazetted as magistrates. xyxy=(169,940,316,956)
death-text: At Nelson, on the 27th instant, the beloved wife of Andrew Jacobsen, a native of London. xyxy=(169,185,316,201)
editorial-paragraph: The Wellington Independent of May 19th states that the Manawatu survey has again been stopped by the Natives, on this occasion near the Rewaia pa, on the Rangitikei river, nearly opposite Major Marshall's property. xyxy=(169,1114,316,1154)
arrivals-heading: ARRIVALS. xyxy=(66,116,106,124)
tide-line: Monday ... 10.11 a.m., 10.27 p.m. xyxy=(13,102,104,110)
high-water-heading: HIGH WATER. xyxy=(61,69,111,76)
editorial-paragraph: It will be seen that the Superintendent, in accordance with the provisions of the Education Act, has appointed Saturday the 11th of June at the Court-house as twelve o'clock, as the time, place, and hour, when the election of members of the local Education Committee will take place. The three retiring members this year are Messrs Franklyn, Munro, and Reid. During the part of the past twelve months the Committee was reduced to less than a regular quorum, consequently the meetings were very irregular, indeed, for the greater part of that time, the entire duties devolved upon the two trustees. Since there was an addition to their number the Committee has only had one meeting, and the sub-committee has neglected to visit the school as was arranged. Before or after the new appointments are made, the Committee should resolve upon visiting the school at least monthly. They should also make early enquiry as to obtaining a new schoolhouse on the section held by the Board of Education, and arrange that regular monthly meetings should be held, at which a visiting committee should be appointed, as is done in the case of the Hospital Committee. xyxy=(169,443,316,631)
nelson-sub: PROCEEDINGS IN THE PROVINCIAL COUNCIL. xyxy=(487,361,626,381)
divider xyxy=(520,151,593,152)
editorial-paragraph: It is stated that Mr Stafford will again come forward as a candidate for the representation of Timaru, at the approaching general elections, though solicited by three other constituencies to act as their representative. xyxy=(326,32,473,72)
columns xyxy=(8,32,1106,1400)
